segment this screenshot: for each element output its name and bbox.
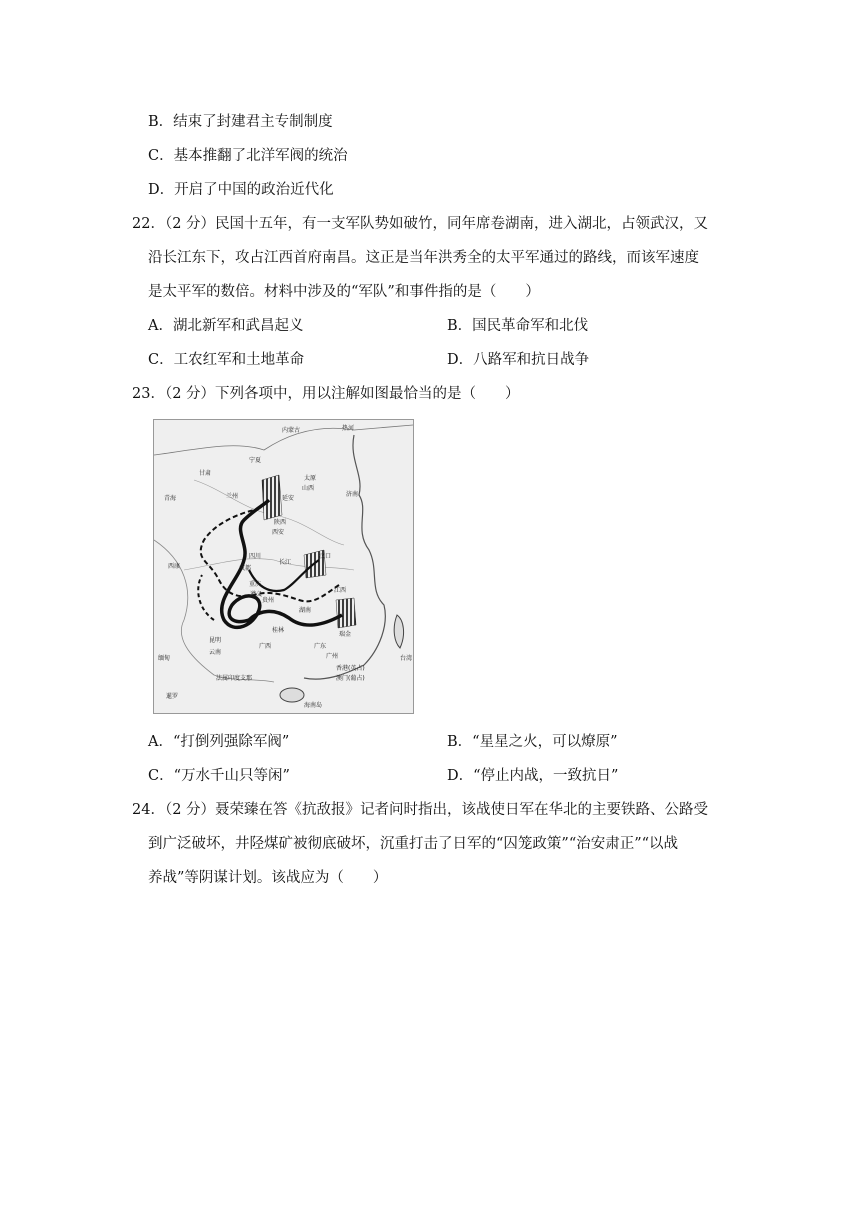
map-svg	[154, 420, 413, 713]
map-label: 暹罗	[166, 693, 179, 700]
option-text: 八路军和抗日战争	[473, 352, 590, 368]
option-letter: B．	[447, 318, 473, 334]
option-text: 基本推翻了北洋军阀的统治	[173, 148, 348, 164]
option-text: “星星之火，可以燎原”	[472, 734, 618, 750]
map-label: 成都	[239, 565, 252, 572]
q21-option-b[interactable]	[148, 112, 333, 132]
map-label: 青海	[164, 495, 177, 502]
option-letter: C．	[148, 768, 174, 784]
question-number: 23．	[132, 386, 165, 402]
map-label: 广州	[326, 653, 339, 660]
q22-option-b[interactable]	[447, 316, 588, 336]
map-label: 内蒙古	[282, 427, 301, 434]
q22-option-c[interactable]	[148, 350, 304, 370]
q24-stem-line-2: 到广泛破坏，井陉煤矿被彻底破坏，沉重打击了日军的“囚笼政策”“治安肃正”“以战	[148, 836, 679, 852]
map-label: 广东	[314, 643, 327, 650]
stem-text: 民国十五年，有一支军队势如破竹，同年席卷湖南，进入湖北，占领武汉，又	[215, 216, 709, 232]
question-number: 22．	[132, 216, 165, 232]
map-label: 重庆	[249, 581, 262, 588]
map-label: 瑞金	[339, 631, 352, 638]
map-label: 广西	[259, 643, 272, 650]
option-text: 国民革命军和北伐	[472, 318, 589, 334]
map-label: 太原	[304, 475, 317, 482]
question-score: （2 分）	[164, 216, 216, 232]
map-label: 江西	[334, 587, 347, 594]
option-text: “万水千山只等闲”	[173, 768, 290, 784]
q23-stem	[132, 384, 520, 404]
map-label: 西康	[168, 563, 181, 570]
q22-option-a[interactable]	[148, 316, 303, 336]
option-text: 工农红军和土地革命	[173, 352, 305, 368]
map-label: 湖南	[299, 607, 312, 614]
q24-stem-line-3: 养战”等阴谋计划。该战应为（ ）	[148, 870, 388, 886]
option-letter: D．	[447, 768, 474, 784]
map-label: 宁夏	[249, 457, 262, 464]
q22-option-d[interactable]	[447, 350, 589, 370]
map-label: 兰州	[226, 493, 239, 500]
option-letter: C．	[148, 352, 174, 368]
map-label: 甘肃	[199, 470, 212, 477]
western-route	[198, 575, 214, 620]
option-text: “打倒列强除军阀”	[172, 734, 290, 750]
option-letter: C．	[148, 148, 174, 164]
q24-stem-line-1	[132, 800, 708, 820]
option-text: 结束了封建君主专制制度	[173, 114, 333, 130]
q21-option-c[interactable]	[148, 146, 348, 166]
shaanbei-base-area	[262, 475, 282, 520]
map-label: 台湾	[400, 655, 413, 662]
q23-option-c[interactable]	[148, 766, 290, 786]
map-label: 热河	[342, 425, 355, 432]
stem-text: 下列各项中，用以注解如图最恰当的是（ ）	[215, 386, 520, 402]
option-letter: B．	[148, 114, 174, 130]
map-label: 西安	[272, 529, 285, 536]
map-label: 云南	[209, 649, 222, 656]
map-label: 澳门(葡占)	[336, 675, 365, 682]
q23-option-b[interactable]	[447, 732, 617, 752]
yangtze-river	[184, 559, 354, 570]
option-text: 湖北新军和武昌起义	[172, 318, 304, 334]
option-text: 开启了中国的政治近代化	[174, 182, 334, 198]
option-letter: D．	[148, 182, 175, 198]
option-text: “停止内战，一致抗日”	[473, 768, 619, 784]
map-label: 山西	[302, 485, 315, 492]
map-label: 昆明	[209, 637, 222, 644]
map-label: 桂林	[272, 627, 285, 634]
option-letter: B．	[447, 734, 473, 750]
map-label: 陕西	[274, 519, 287, 526]
map-label: 遵义	[250, 591, 263, 598]
stem-text: 聂荣臻在答《抗敌报》记者问时指出，该战使日军在华北的主要铁路、公路受	[215, 802, 709, 818]
q22-stem-line-2: 沿长江东下，攻占江西首府南昌。这正是当年洪秀全的太平军通过的路线，而该军速度	[148, 250, 699, 266]
map-label: 汉口	[319, 553, 332, 560]
q21-option-d[interactable]	[148, 180, 334, 200]
taiwan-island	[394, 615, 403, 648]
map-label: 贵州	[262, 597, 275, 604]
map-label: 四川	[249, 553, 262, 560]
q23-option-d[interactable]	[447, 766, 618, 786]
map-label: 香港(英占)	[336, 665, 365, 672]
map-label: 济南	[346, 491, 359, 498]
question-number: 24．	[132, 802, 165, 818]
map-label: 法属印度支那	[216, 675, 253, 682]
question-score: （2 分）	[164, 802, 216, 818]
option-letter: D．	[447, 352, 474, 368]
question-score: （2 分）	[164, 386, 216, 402]
long-march-map	[153, 419, 414, 714]
map-label: 海南岛	[304, 702, 323, 709]
q23-option-a[interactable]	[148, 732, 289, 752]
q22-stem-line-3: 是太平军的数倍。材料中涉及的“军队”和事件指的是（ ）	[148, 284, 540, 300]
map-label: 长江	[279, 559, 292, 566]
ruijin-base-area	[336, 598, 356, 628]
option-letter: A．	[148, 734, 173, 750]
southwest-border	[154, 540, 274, 682]
hainan-island	[280, 688, 304, 702]
option-letter: A．	[148, 318, 173, 334]
map-label: 延安	[282, 495, 295, 502]
q22-stem-line-1	[132, 214, 708, 234]
map-label: 缅甸	[158, 655, 171, 662]
